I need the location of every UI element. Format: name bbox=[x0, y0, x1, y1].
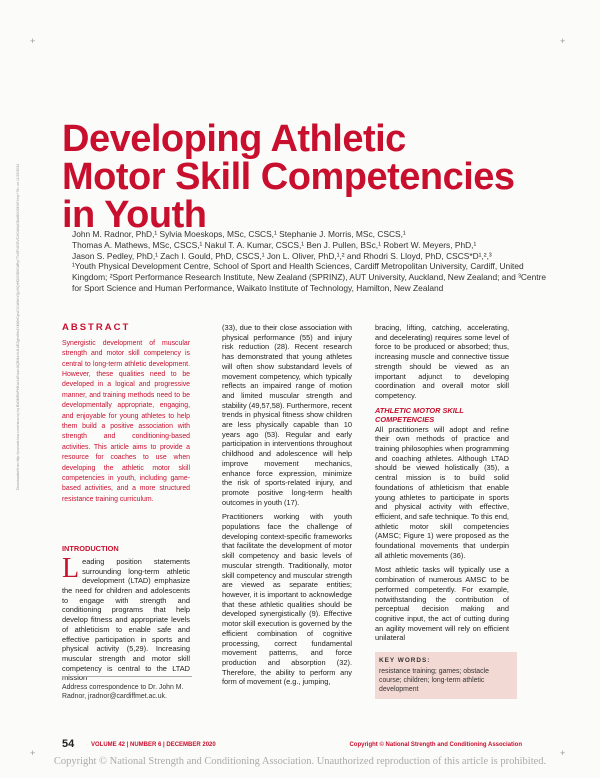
keywords-box bbox=[375, 652, 517, 699]
body-paragraph: All practitioners will adopt and refine their own methods of practice and training philosophies when programming and coaching athletes. Although LTAD should be viewed holistically (35), a central mission is to build solid foundations of athleticism that enable young athletes to participate in sports and physical activity with effective, efficient, and safe technique. To this end, athletic motor skill competencies (AMSC; Figure 1) were proposed as the foundational movements that underpin all athletic movements (36). bbox=[375, 424, 509, 560]
abstract-text: Synergistic development of muscular strength and motor skill competency is central to long-term athletic development. However, these qualities need to be developed in a logical and progressive manner, and training methods need to be developmentally appropriate, engaging, and enjoyable for young athletes to help them build a positive association with strength and conditioning-based activities. This article aims to provide a resource for coaches to use when developing the athletic motor skill competencies in youth, including game-based activities, and a more structured resistance training curriculum. bbox=[62, 339, 190, 503]
title-line: Motor Skill Competencies bbox=[62, 156, 515, 198]
section-heading: ATHLETIC MOTOR SKILL COMPETENCIES bbox=[375, 405, 464, 424]
crop-mark: + bbox=[30, 36, 36, 46]
issue-info: VOLUME 42 | NUMBER 6 | DECEMBER 2020 bbox=[91, 742, 216, 748]
page-number: 54 bbox=[62, 738, 75, 750]
introduction-text: eading position statements surrounding long-term athletic development (LTAD) emphasize the need for children and adolescents to engage with strength and conditioning programs that help develop fitness and appropriate levels of athleticism to enable safe and effective participation in sports and physical activity (5,29). Increasing muscular strength and motor skill competency is central to the LTAD mission bbox=[62, 556, 190, 683]
body-paragraph: Most athletic tasks will typically use a combination of numerous AMSC to be performed competently. For example, notwithstanding the contribution of perceptual decision making and cognitive input, the act of cutting during an agility movement will rely on efficient unilateral bbox=[375, 565, 509, 643]
body-paragraph: (33), due to their close association with physical performance (55) and injury risk reduction (28). Recent research has demonstrated that young athletes will often show substandard levels of movement competency, which typically reflects an impaired range of motion and limited muscular strength and stability (49,57,58). Furthermore, recent trends in physical fitness show children are less physically capable than 10 years ago (53). Regular and early participation in interventions throughout childhood and adolescence will help improve movement mechanics, enhance force expression, minimize the risk of sports-related injury, and promote positive long-term health outcomes in youth (17). bbox=[222, 323, 352, 507]
correspondence-address: Address correspondence to Dr. John M. Radnor, jradnor@cardiffmet.ac.uk. bbox=[62, 676, 192, 701]
author-list bbox=[72, 229, 552, 294]
title-line: in Youth bbox=[62, 194, 207, 236]
column-1 bbox=[62, 323, 190, 688]
author-line: Jason S. Pedley, PhD,¹ Zach I. Gould, PhD, CSCS,¹ Jon L. Oliver, PhD,¹,² and Rhodri S. Lloyd, PhD, CSCS*D¹,²,³ bbox=[72, 250, 492, 261]
author-line: Thomas A. Mathews, MSc, CSCS,¹ Nakul T. A. Kumar, CSCS,¹ Ben J. Pullen, BSc,¹ Robert W. Meyers, PhD,¹ bbox=[72, 239, 477, 250]
keywords-heading: KEY WORDS: bbox=[379, 657, 431, 664]
column-2 bbox=[222, 323, 352, 692]
article-title bbox=[62, 120, 542, 234]
crop-mark: + bbox=[560, 748, 566, 758]
page-footer bbox=[62, 738, 522, 752]
crop-mark: + bbox=[30, 748, 36, 758]
body-paragraph: bracing, lifting, catching, accelerating, and decelerating) requires some level of force to be produced or absorbed; thus, increasing muscle and connective tissue strength should be viewed as an important adjunct to developing coordination and overall motor skill competency. bbox=[375, 323, 509, 400]
abstract-heading: ABSTRACT bbox=[62, 322, 131, 333]
author-line: John M. Radnor, PhD,¹ Sylvia Moeskops, MSc, CSCS,¹ Stephanie J. Morris, MSc, CSCS,¹ bbox=[72, 229, 406, 239]
column-3 bbox=[375, 323, 509, 648]
copyright-banner: Copyright © National Strength and Conditioning Association. Unauthorized reproduction of this article is prohibited. bbox=[53, 756, 547, 767]
title-line: Developing Athletic bbox=[62, 118, 406, 160]
drop-cap: L bbox=[62, 552, 80, 584]
keywords-text: resistance training; games; obstacle course; children; long-term athletic development bbox=[379, 668, 489, 693]
footer-copyright: Copyright © National Strength and Conditioning Association bbox=[349, 742, 522, 748]
body-paragraph: Practitioners working with youth populations face the challenge of developing context-specific frameworks that facilitate the development of motor skill competency and basic levels of muscular strength. Traditionally, motor skill competency and muscular strength are viewed as separate entities; however, it is important to acknowledge that these athletic qualities should be developed synergistically (9). Effective motor skill execution is governed by the efficient combination of cognitive processing, correct fundamental movement patterns, and force production and absorption (32). Therefore, the ability to perform any form of movement (e.g., jumping, bbox=[222, 512, 352, 687]
affiliations: ¹Youth Physical Development Centre, School of Sport and Health Sciences, Cardiff Metropolitan University, Cardiff, United Kingdom; ²Sport Performance Research Institute, New Zealand (SPRINZ), AUT University, Auckland, New Zealand; and ³Centre for Sport Science and Human Performance, Waikato Institute of Technology, Hamilton, New Zealand bbox=[72, 261, 547, 293]
introduction-heading: INTRODUCTION bbox=[62, 544, 119, 554]
download-side-note: Downloaded from http://journals.lww.com/nsca-scj by BhDMf5ePHKav1zEoum1tQfN4a+kJLhEZgbsIHo4XMi0hCywCX1AWnYQp/IlQrHD3i3D0OdRyi7TvSFl4Cf3VC4/OAVpDDa8KKGKV0Ymy+78= on 11/23/2024 bbox=[16, 163, 20, 490]
introduction-paragraph bbox=[62, 552, 190, 683]
crop-mark: + bbox=[560, 36, 566, 46]
